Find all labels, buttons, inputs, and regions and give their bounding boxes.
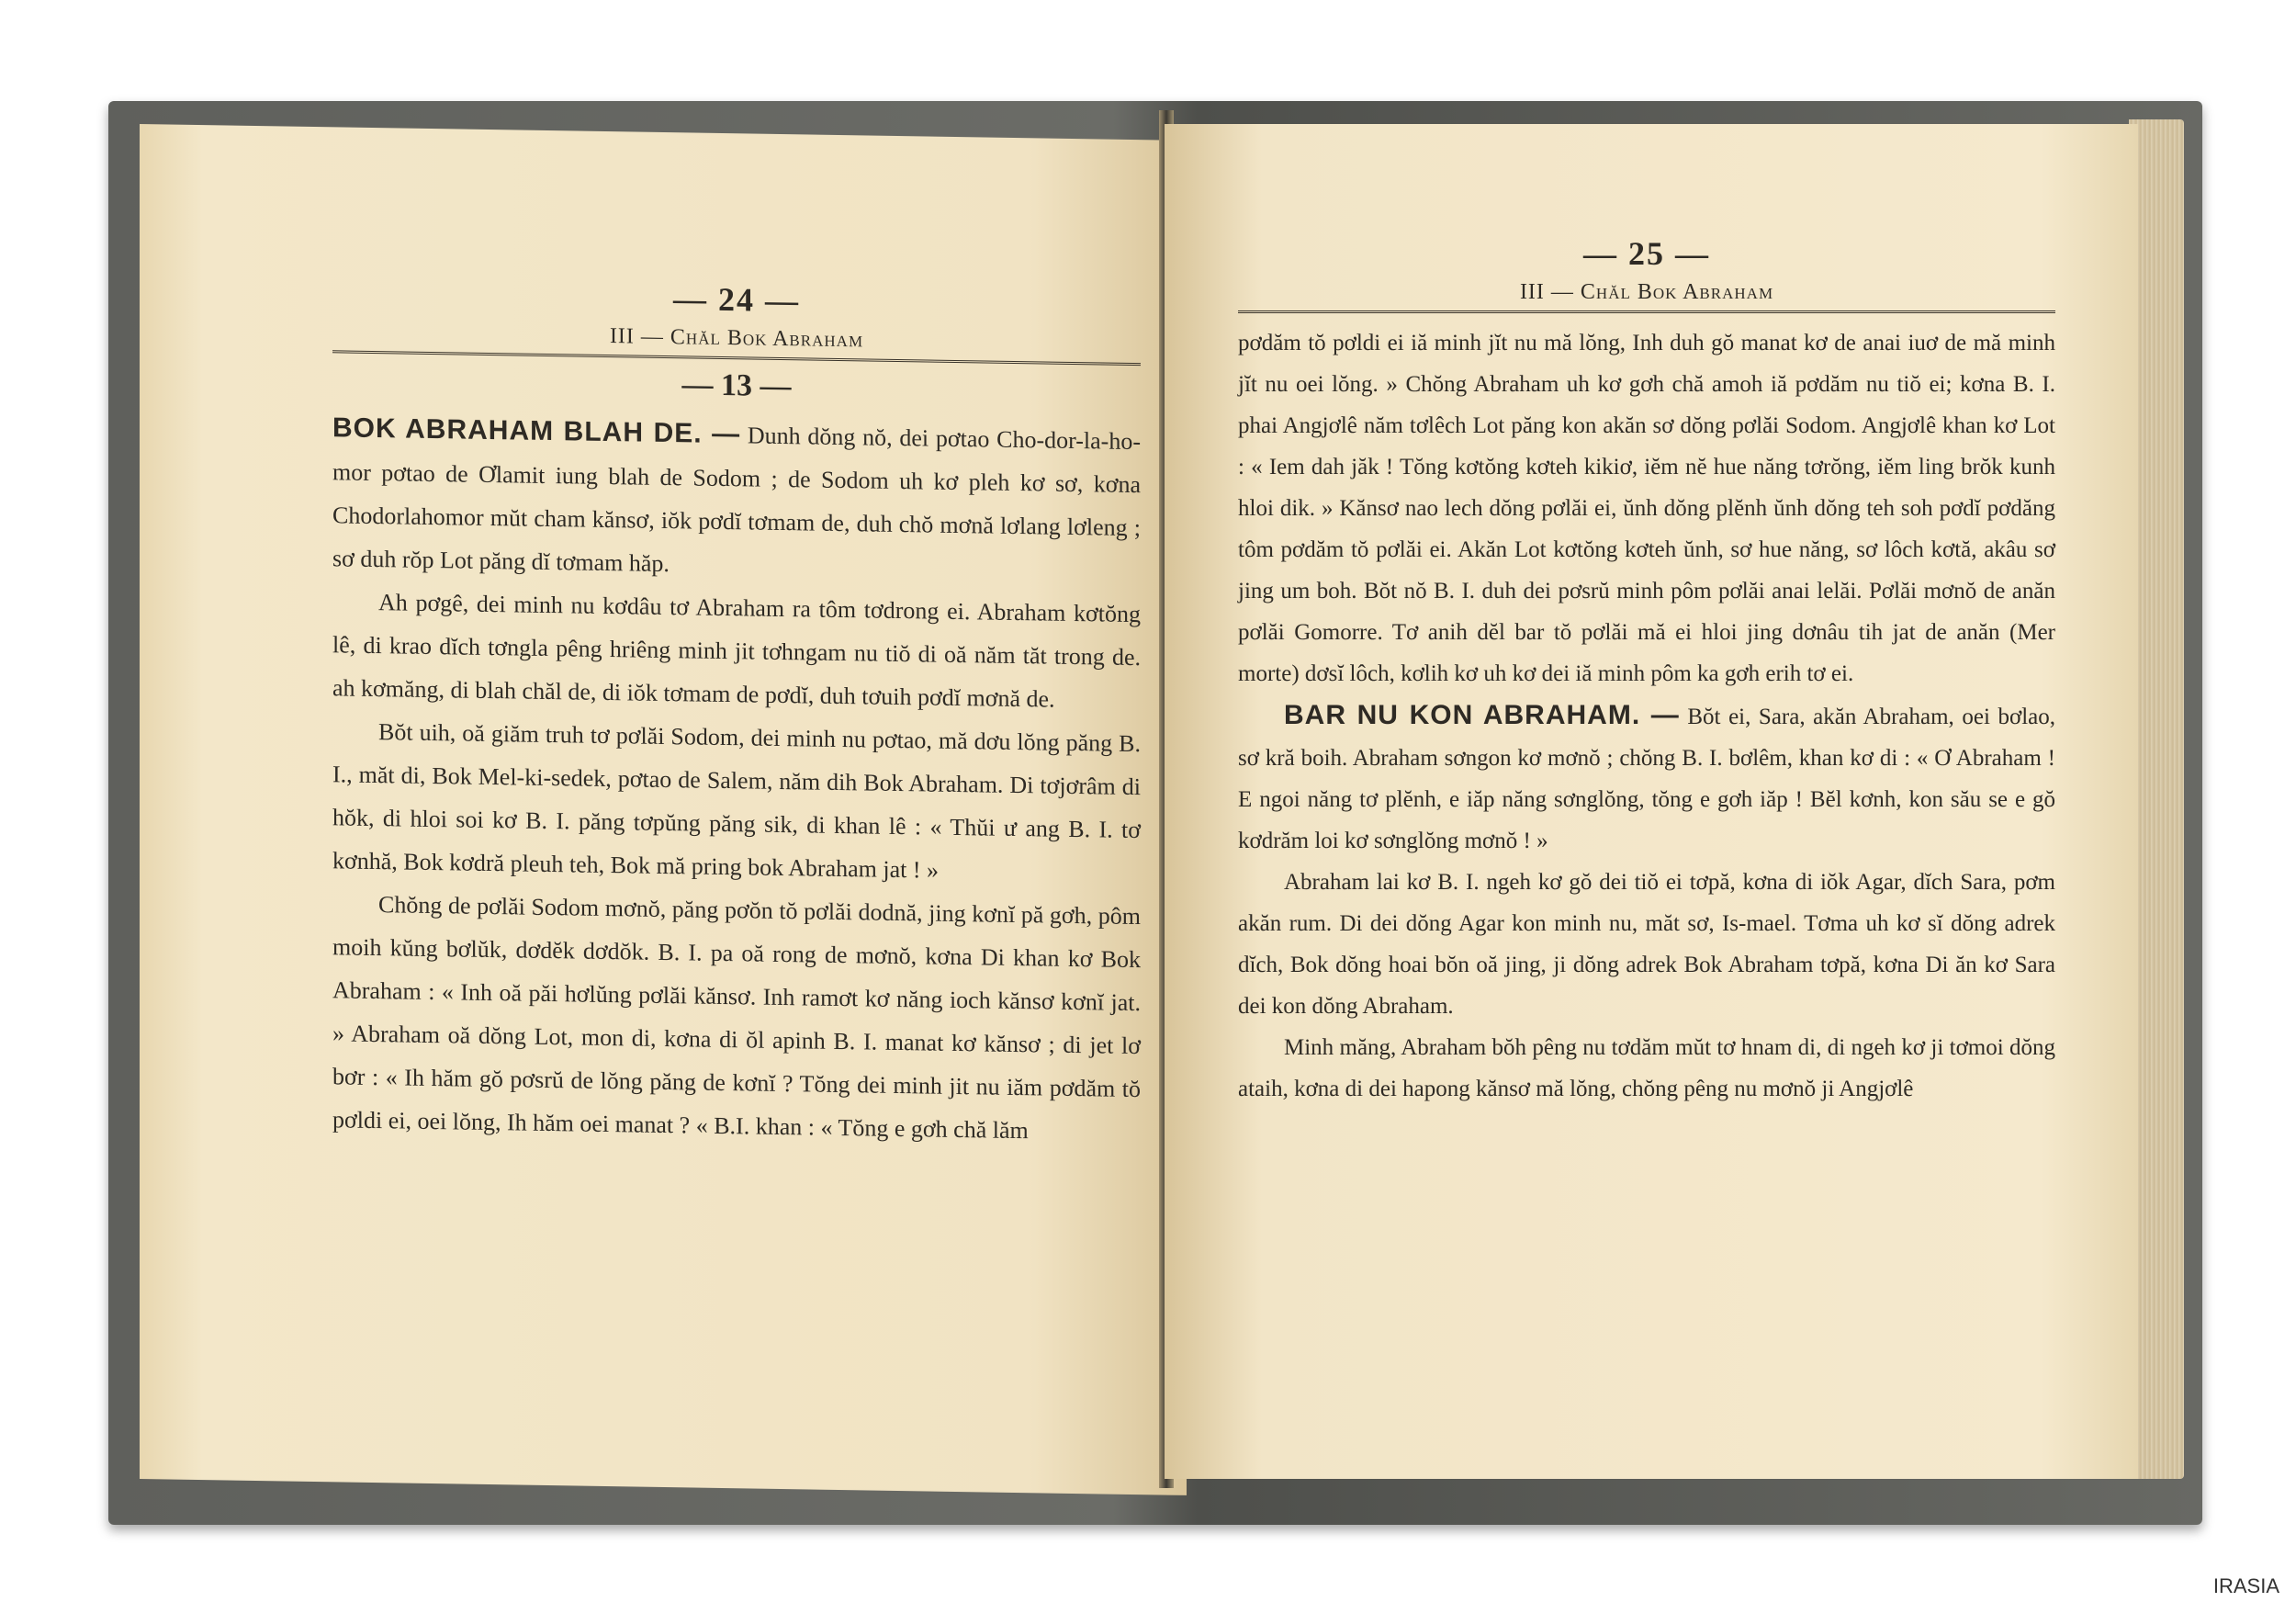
watermark-label: IRASIA bbox=[2212, 1574, 2279, 1597]
paragraph-text: Bŏt ei, Sara, akăn Abraham, oei bơlao, sơ kră boih. Abraham sơngon kơ mơnŏ ; chŏng B. I. bơlêm, khan kơ di : « Ơ Abraham ! E ngoi năng tơ plĕnh, e iăp năng sơnglŏng, tŏng e gơh iăp ! Bĕl kơnh, kon său se e gŏ kơdrăm loi kơ sơnglŏng mơnŏ ! » bbox=[1238, 705, 2055, 853]
right-page bbox=[1165, 124, 2138, 1479]
paragraph-text: Abraham lai kơ B. I. ngeh kơ gŏ dei tiŏ ei tơpă, kơna di iŏk Agar, dĭch Sara, pơm akăn rum. Di dei dŏng Agar kon minh nu, măt sơ, Is-mael. Tơma uh kơ sĭ dŏng adrek dĭch, Bok dŏng hoai bŏn oă jing, ji dŏng adrek Bok Abraham tơpă, kơna Di ăn kơ Sara dei kon dŏng Abraham. bbox=[1238, 870, 2055, 1019]
section-heading: BAR NU KON ABRAHAM. — bbox=[1284, 700, 1680, 730]
page-number: — 25 — bbox=[1583, 235, 1710, 272]
paragraph bbox=[1238, 322, 2055, 694]
paragraph bbox=[332, 406, 1141, 592]
paragraph bbox=[1238, 694, 2055, 862]
paragraph bbox=[332, 709, 1141, 895]
paragraph bbox=[332, 580, 1141, 722]
paragraph bbox=[332, 882, 1141, 1154]
paragraph-text: Minh măng, Abraham bŏh pêng nu tơdăm mŭt tơ hnam di, di ngeh kơ ji tơmoi dŏng ataih, kơna di dei hapong kănsơ mă lŏng, chŏng pêng nu mơnŏ ji Angjơlê bbox=[1238, 1035, 2055, 1101]
paragraph-text: Bŏt uih, oă giăm truh tơ pơlăi Sodom, dei minh nu pơtao, mă dơu lŏng păng B. I., măt di, Bok Mel-ki-sedek, pơtao de Salem, năm dih Bok Abraham. Di tơjơrâm di hŏk, di hloi soi kơ B. I. păng tơpŭng păng sik, di khan lê : « Thŭi ư ang B. I. tơ kơnhă, Bok kơdră pleuh teh, Bok mă pring bok Abraham jat ! » bbox=[332, 718, 1141, 884]
page-number: — 24 — bbox=[673, 280, 800, 320]
paragraph-text: Dunh dŏng nŏ, dei pơtao Cho-dor-la-ho-mor pơtao de Ơlamit iung blah de Sodom ; de Sodom uh kơ pleh kơ sơ, kơna Chodorlahomor mŭt cham kănsơ, iŏk pơdĭ tơmam de, duh chŏ mơnă lơlang lơleng ; sơ duh rŏp Lot păng dĭ tơmam hăp. bbox=[332, 422, 1142, 578]
paragraph-text: Chŏng de pơlăi Sodom mơnŏ, păng pơŏn tŏ pơlăi dodnă, jing kơnĭ pă gơh, pôm moih kŭng bơlŭk, dơdĕk dơdŏk. B. I. pa oă rong de mơnŏ, kơna Di khan kơ Bok Abraham : « Inh oă păi hơlŭng pơlăi kănsơ. Inh ramơt kơ năng ioch kănsơ kơnĭ jat. » Abraham oă dŏng Lot, mon di, kơna di ŏl apinh B. I. manat kơ kănsơ ; di jet lơ bơr : « Ih hăm gŏ pơsrŭ de lŏng păng de kơnĭ ? Tŏng dei minh jit nu iăm pơdăm tŏ pơldi ei, oei lŏng, Ih hăm oei manat ? « B.I. khan : « Tŏng e gơh chă lăm bbox=[332, 891, 1141, 1145]
section-heading: BOK ABRAHAM BLAH DE. — bbox=[332, 412, 741, 450]
paragraph-text: Ah pơgê, dei minh nu kơdâu tơ Abraham ra tôm tơdrong ei. Abraham kơtŏng lê, di krao dĭch tơngla pêng hriêng minh jit tơhngam nu tiŏ di oă năm tăt trong de. ah kơmăng, di blah chăl de, di iŏk tơmam de pơdĭ, duh tơuih pơdĭ mơnă de. bbox=[332, 589, 1141, 713]
running-head: III — Chăl Bok Abraham bbox=[332, 320, 1141, 366]
section-number: — 13 — bbox=[681, 367, 792, 404]
running-head: III — Chăl Bok Abraham bbox=[1238, 280, 2055, 313]
paragraph-text: pơdăm tŏ pơldi ei iă minh jĭt nu mă lŏng, Inh duh gŏ manat kơ de anai iuơ de mă minh jĭt nu oei lŏng. » Chŏng Abraham uh kơ gơh chă amoh iă pơdăm nu tiŏ ei; kơna B. I. phai Angjơlê năm tơlêch Lot păng kon akăn sơ dŏng pơlăi Sodom. Angjơlê khan kơ Lot : « Iem dah jăk ! Tŏng kơtŏng kơteh kikiơ, iĕm nĕ hue năng tơrŏng, iĕm ling brŏk kunh hloi dik. » Kănsơ nao lech dŏng pơlăi ei, ŭnh dŏng plĕnh ŭnh dŏng teh soh pơdĭ pơdăng tôm pơdăm tŏ pơlăi ei. Akăn Lot kơtŏng kơteh ŭnh, sơ hue năng, sơ lôch kơtă, akâu sơ jing um boh. Bŏt nŏ B. I. duh dei pơsrŭ minh pôm pơlăi anai lelăi. Pơlăi mơnŏ de anăn pơlăi Gomorre. Tơ anih dĕl bar tŏ pơlăi mă ei hloi jing dơnâu tih jat de anăn (Mer morte) dơsĭ lôch, kơlih kơ uh kơ dei iă minh pôm ka gơh erih tơ ei. bbox=[1238, 331, 2055, 686]
paragraph bbox=[1238, 1027, 2055, 1110]
paragraph bbox=[1238, 862, 2055, 1027]
left-page bbox=[140, 124, 1187, 1495]
